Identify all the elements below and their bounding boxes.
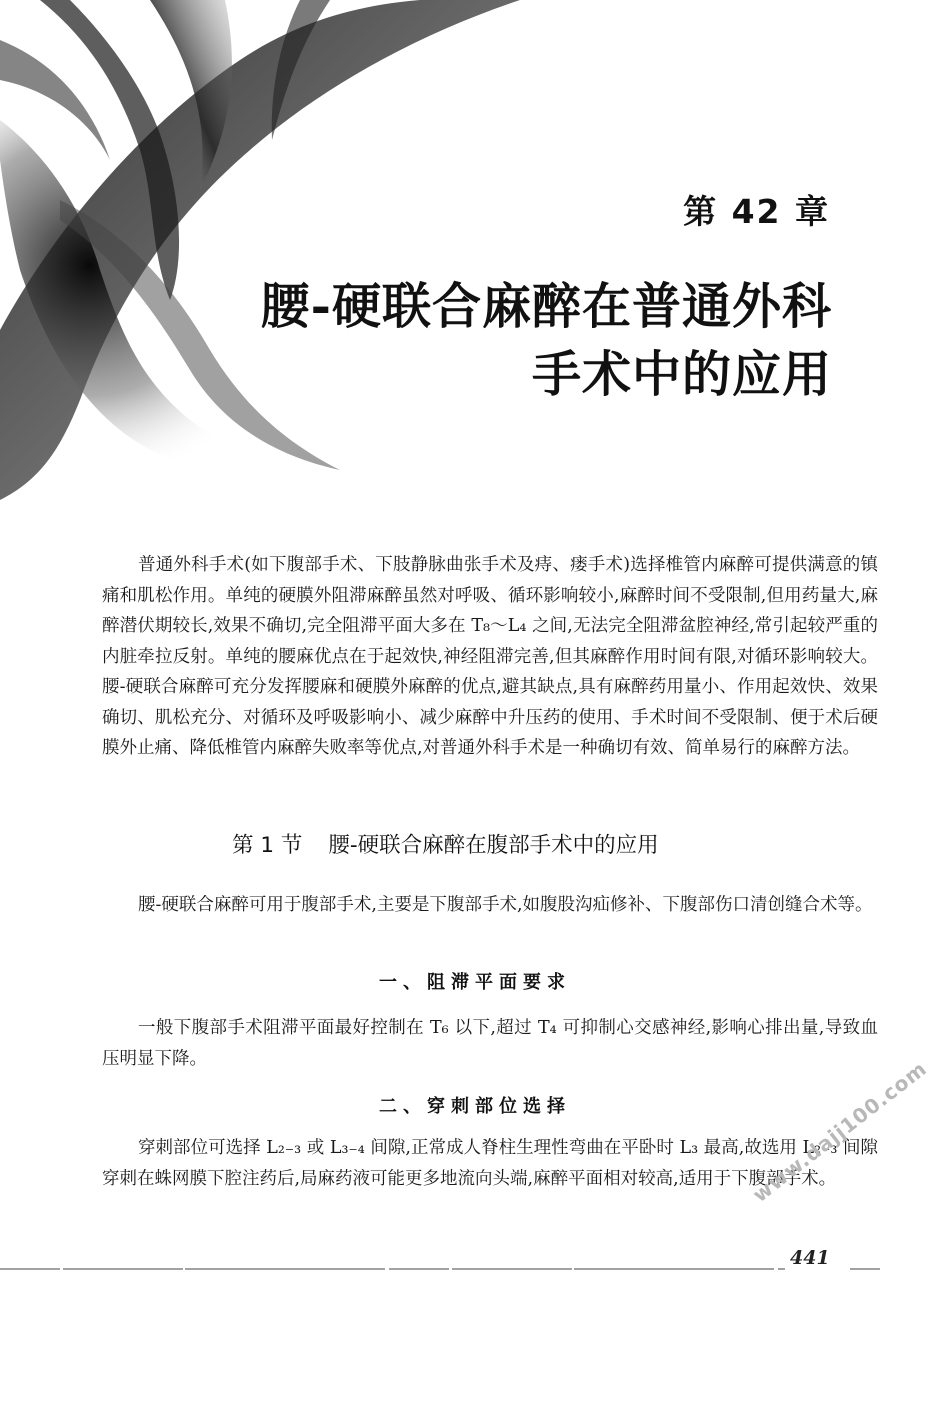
page-number: 441 (790, 1247, 830, 1269)
subsection-paragraph-block-level: 一般下腹部手术阻滞平面最好控制在 T₆ 以下,超过 T₄ 可抑制心交感神经,影响心排出量,导致血压明显下降。 (102, 1018, 878, 1069)
chapter-title-line-2: 手术中的应用 (531, 345, 832, 403)
subsection-paragraph-puncture-site: 穿刺部位可选择 L₂₋₃ 或 L₃₋₄ 间隙,正常成人脊柱生理性弯曲在平卧时 L₃ 最高,故选用 L₂₋₃ 间隙穿刺在蛛网膜下腔注药后,局麻药液可能更多地流向头端,麻醉平面相对较高,适用于下腹部手术。 (102, 1138, 878, 1189)
subsection-heading-block-level: 一、阻滞平面要求 (379, 972, 571, 993)
chapter-number: 第 42 章 (683, 192, 830, 231)
section-title: 腰-硬联合麻醉在腹部手术中的应用 (328, 833, 659, 858)
chapter-title-line-1: 腰-硬联合麻醉在普通外科 (260, 277, 832, 335)
chapter-title (261, 272, 832, 408)
chapter-decoration-brushstroke (0, 0, 520, 520)
subsection-heading-puncture-site: 二、穿刺部位选择 (379, 1096, 571, 1117)
intro-paragraph: 普通外科手术(如下腹部手术、下肢静脉曲张手术及痔、瘘手术)选择椎管内麻醉可提供满意的镇痛和肌松作用。单纯的硬膜外阻滞麻醉虽然对呼吸、循环影响较小,麻醉时间不受限制,但用药量大,麻醉潜伏期较长,效果不确切,完全阻滞平面大多在 T₈～L₄ 之间,无法完全阻滞盆腔神经,常引起较严重的内脏牵拉反射。单纯的腰麻优点在于起效快,神经阻滞完善,但其麻醉作用时间有限,对循环影响较大。腰-硬联合麻醉可充分发挥腰麻和硬膜外麻醉的优点,避其缺点,具有麻醉药用量小、作用起效快、效果确切、肌松充分、对循环及呼吸影响小、减少麻醉中升压药的使用、手术时间不受限制、便于术后硬膜外止痛、降低椎管内麻醉失败率等优点,对普通外科手术是一种确切有效、简单易行的麻醉方法。 (102, 555, 878, 758)
section-intro-paragraph: 腰-硬联合麻醉可用于腹部手术,主要是下腹部手术,如腹股沟疝修补、下腹部伤口清创缝合术等。 (138, 895, 873, 915)
section-number: 第 1 节 (232, 833, 303, 858)
watermark: www.dajj100.com (748, 1056, 932, 1207)
section-heading (232, 828, 659, 859)
